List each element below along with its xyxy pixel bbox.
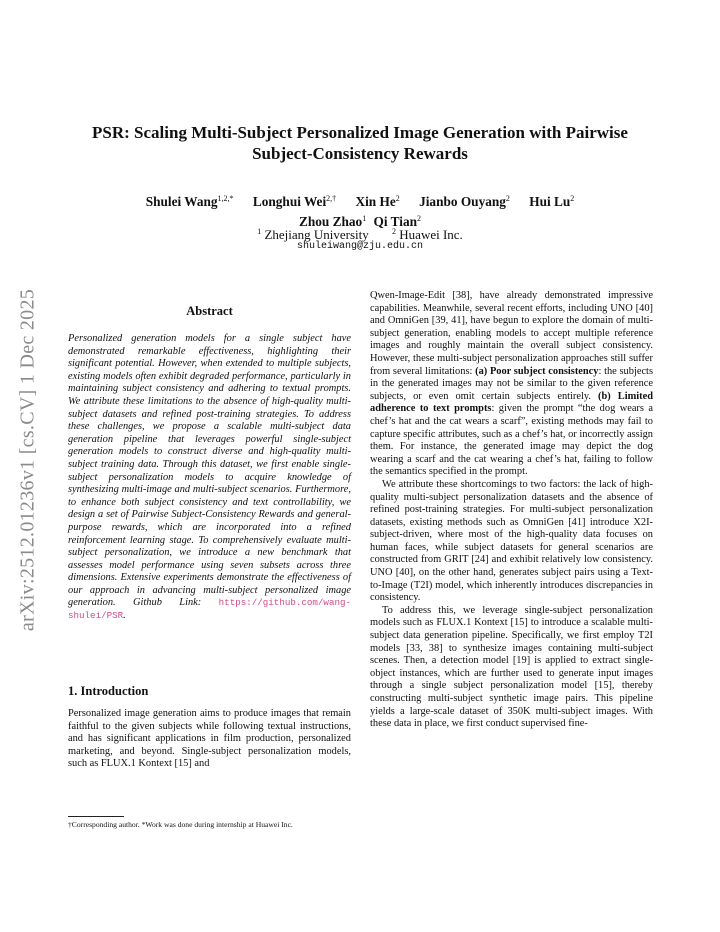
abstract-body xyxy=(68,333,351,623)
intro-paragraph: Personalized image generation aims to produce images that remain faithful to the given subjects while following textual instructions, and has significant applications in film production, personalized marketing, and beyond. Single-subject personalization models, such as FLUX.1 Kontext [15] and xyxy=(68,708,351,770)
abstract-link-end: . xyxy=(123,610,126,622)
author: Hui Lu$^2$ xyxy=(529,194,575,209)
author: Zhou Zhao$^1$ xyxy=(298,214,367,229)
arxiv-stamp-container xyxy=(6,250,50,670)
author: Shulei Wang$^{1,2,*}$ xyxy=(145,194,234,209)
affiliation: $^1$ Zhejiang University xyxy=(257,227,369,242)
affiliation: $^2$ Huawei Inc. xyxy=(392,227,463,242)
arxiv-stamp[interactable]: arXiv:2512.01236v1 [cs.CV] 1 Dec 2025 xyxy=(16,288,39,632)
right-paragraph-3: To address this, we leverage single-subject personalization models such as FLUX.1 Kontext [15] to introduce a scalable multi-subject data generation pipeline. Specifically, we first employ T2I models [33, 38] to synthesize images containing multi-subject scenes. Then, a detection model [19] is applied to extract single-object instances, which are further used to generate input images through a single subject personalization model [15], thereby constructing multi-subject synthetic image pairs. This pipeline yields a large-scale dataset of 350K multi-subject images. With these data in place, we first conduct supervised fine- xyxy=(370,604,653,730)
paper-title: PSR: Scaling Multi-Subject Personalized Image Generation with Pairwise Subject-Consistency Rewards xyxy=(92,123,628,163)
right-paragraph-2: We attribute these shortcomings to two factors: the lack of high-quality multi-subject personalization datasets and the absence of refined post-training strategies. For multi-subject personalization datasets, existing methods such as OmniGen [41] introduce X2I-subject-driven, where most of the high-quality data focuses on human faces, while subject datasets for general scenarios are constructed from GRIT [24] and exhibit relatively low consistency. UNO [40], on the other hand, generates subject pairs using a Text-to-Image (T2I) model, which inherently introduces discrepancies in consistency. xyxy=(370,478,653,604)
right-paragraph-1: Qwen-Image-Edit [38], have already demonstrated impressive capabilities. Meanwhile, several recent efforts, including UNO [40] and OmniGen [39, 41], have begun to explore the domain of multi-subject generation, enabling models to accept multiple reference images and roughly maintain the overall subject consistency. However, these multi-subject personalization approaches still suffer from several limitations: (a) Poor subject consistency: the subjects in the generated images may not be similar to the given reference subjects, or even omit certain subjects entirely. (b) Limited adherence to text prompts: given the prompt “the dog wears a chef’s hat and the cat wears a scarf”, existing methods may fail to capture specific attributes, such as a chef’s hat, or incorrectly assign them. For instance, the generated image may depict the dog wearing a scarf and the cat wearing a chef’s hat, failing to follow the semantics specified in the prompt. xyxy=(370,290,653,478)
right-column xyxy=(370,290,653,731)
author: Qi Tian$^2$ xyxy=(373,214,422,229)
github-link[interactable]: https://github.com/wang-shulei/PSR xyxy=(68,597,351,622)
abstract-text: Personalized generation models for a single subject have demonstrated remarkable effectiveness, highlighting their significant potential. However, when extended to multiple subjects, existing models often exhibit degraded performance, particularly in maintaining subject consistency and adhering to textual prompts. We attribute these limitations to the absence of high-quality multi-subject datasets and refined post-training strategies. To address these challenges, we propose a scalable multi-subject data generation pipeline that leverages powerful single-subject generation models to construct diverse and high-quality multi-subject training data. Through this dataset, we first enable single-subject personalization models to acquire knowledge of synthesizing multi-image and multi-subject scenarios. Furthermore, to enhance both subject consistency and text controllability, we design a set of Pairwise Subject-Consistency Rewards and general-purpose rewards, which are incorporated into a refined reinforcement learning stage. To comprehensively evaluate multi-subject personalization, we introduce a new benchmark that assesses model performance using seven subsets across three dimensions. Extensive experiments demonstrate the effectiveness of our approach in advancing multi-subject personalized image generation. Github Link: xyxy=(68,333,351,609)
section-heading-introduction: 1. Introduction xyxy=(68,684,149,698)
author: Jianbo Ouyang$^2$ xyxy=(419,194,510,209)
author: Xin He$^2$ xyxy=(355,194,400,209)
footnote: †Corresponding author. *Work was done during internship at Huawei Inc. xyxy=(68,820,293,829)
footnote-rule xyxy=(68,816,124,817)
author-email[interactable]: shuleiwang@zju.edu.cn xyxy=(296,241,424,252)
author: Longhui Wei$^{2,\dagger}$ xyxy=(252,194,337,209)
abstract-heading: Abstract xyxy=(186,304,233,318)
